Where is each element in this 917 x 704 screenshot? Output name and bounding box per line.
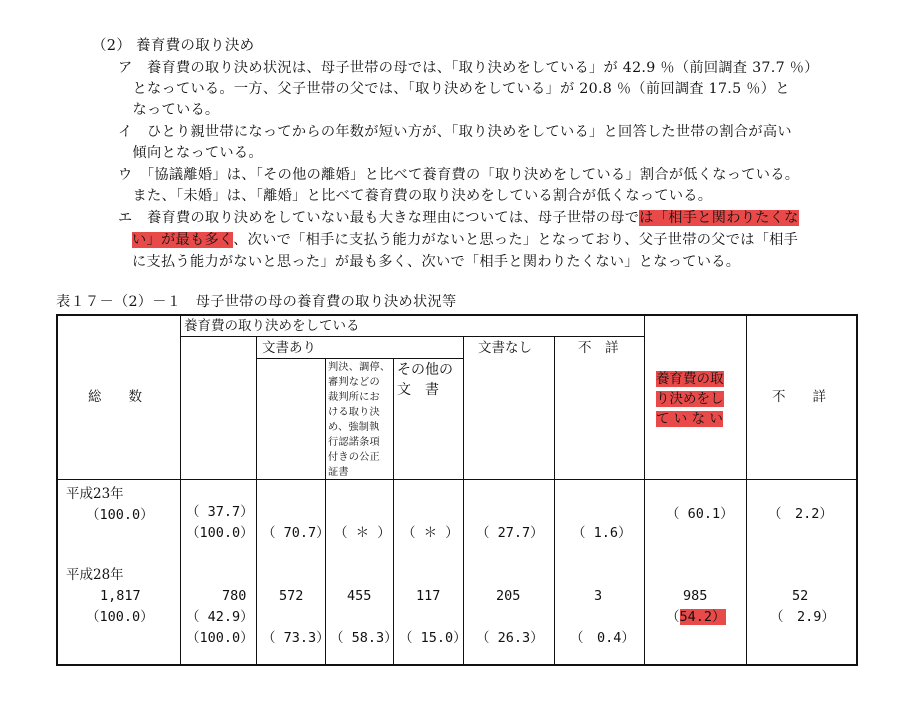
header-other-doc-2: 文 書 [397,382,439,398]
item-i-line-1: イ ひとり親世帯になってからの年数が短い方が、「取り決めをしている」と回答した世帯の割合が高い [118,124,792,140]
row-arranged-count: 780 [222,588,247,604]
row-other-doc-count: 117 [416,588,441,604]
table-caption: 表１７－（2）－１ 母子世帯の母の養育費の取り決め状況等 [56,294,457,310]
not-arranged-line: て い な い [656,411,723,427]
item-a-line-3: なっている。 [118,102,220,118]
header-with-doc: 文書あり [262,340,316,356]
court-doc-line: め、強制執 [328,422,380,433]
highlight-542: 54.2） [679,609,726,625]
court-doc-line: 判決、調停、 [328,362,391,373]
court-doc-line: 審判などの [328,377,380,388]
header-other-doc-1: その他の [397,362,453,378]
row-unknown-count: 52 [792,588,809,604]
header-no-doc: 文書なし [478,340,532,356]
header-line-2 [256,358,463,359]
item-e-line-1 [118,208,799,228]
row-other-doc-pct: （ 15.0） [399,630,467,646]
item-e-line-1-text: エ 養育費の取り決めをしていない最も大きな理由については、母子世帯の母で [118,210,640,226]
row-arranged-pct: （ 42.9） [186,609,254,625]
row-unknown-sub-count: 3 [594,588,603,604]
row-not-arranged-count: 985 [683,588,708,604]
not-arranged-line: り決めをし [656,391,724,407]
col-line-3 [325,358,326,666]
row-not-arranged-pct [666,607,726,627]
header-total: 総 数 [88,389,142,405]
item-e-line-2-text: 、次いで「相手に支払う能力がないと思った」となっており、父子世帯の父では「相手 [233,232,799,248]
row-arranged-pct2: （100.0） [186,525,254,541]
table-border-right [856,314,858,666]
row-unknown-sub-pct: （ 0.4） [570,630,635,646]
col-line-1 [180,314,181,666]
row-arranged-pct: （ 37.7） [186,504,254,520]
row-unknown: （ 2.2） [768,506,833,522]
row-total-pct: （100.0） [86,507,154,523]
row-total-count: 1,817 [100,588,141,604]
row-arranged-pct2: （100.0） [186,630,254,646]
court-doc-line: 証書 [328,467,349,478]
row-no-doc-pct: （ 26.3） [476,630,544,646]
table-border-top [56,314,858,316]
highlight-reason-2: い」が最も多く [132,232,234,248]
row-no-doc-count: 205 [496,588,521,604]
header-line-1 [180,336,644,337]
col-line-5 [463,336,464,666]
row-not-arranged: （ 60.1） [666,506,734,522]
row-year: 平成28年 [66,567,124,583]
row-court-doc-count: 455 [347,588,372,604]
header-separator [56,479,858,480]
col-line-4 [393,358,394,666]
row-unknown-sub: （ 1.6） [572,525,632,541]
table-border-bottom [56,664,858,666]
not-arranged-line: 養育費の取 [656,371,724,387]
row-year: 平成23年 [66,486,124,502]
court-doc-line: 付きの公正 [328,452,380,463]
paren-open: （ [666,609,680,625]
item-e-line-3: に支払う能力がないと思った」が最も多く、次いで「相手と関わりたくない」となっている。 [132,254,741,270]
row-court-doc: （ ＊ ） [334,525,391,541]
highlight-reason-1: は「相手と関わりたくな [639,210,799,226]
row-no-doc: （ 27.7） [476,525,544,541]
item-a-line-2: となっている。一方、父子世帯の父では、「取り決めをしている」が 20.8 ％（前回調査 17.5 ％）と [118,81,790,97]
court-doc-line: 行認諾条項 [328,437,380,448]
col-line-7 [644,314,645,666]
row-other-doc: （ ＊ ） [402,525,459,541]
row-with-doc-pct: （ 73.3） [262,630,330,646]
col-line-6 [554,336,555,666]
header-arranged: 養育費の取り決めをしている [184,318,360,334]
court-doc-line: 裁判所にお [328,392,380,403]
section-heading: （2） 養育費の取り決め [92,38,255,54]
header-unknown-sub: 不 詳 [578,340,619,356]
court-doc-line: ける取り決 [328,407,380,418]
table-border-left [56,314,58,666]
item-i-line-2: 傾向となっている。 [118,145,263,161]
header-unknown: 不 詳 [772,389,826,405]
item-a-line-1: ア 養育費の取り決め状況は、母子世帯の母では、「取り決めをしている」が 42.9 ％（前回調査 37.7 ％） [118,60,819,76]
row-total-pct: （100.0） [86,609,154,625]
col-line-8 [746,314,747,666]
row-unknown-pct: （ 2.9） [770,609,835,625]
col-line-2 [256,336,257,666]
item-u-line-2: また、「未婚」は、「離婚」と比べて養育費の取り決めをしている割合が低くなっている。 [118,188,713,204]
row-court-doc-pct: （ 58.3） [330,630,398,646]
row-with-doc-count: 572 [279,588,304,604]
row-with-doc: （ 70.7） [262,525,330,541]
item-u-line-1: ウ 「協議離婚」は、「その他の離婚」と比べて養育費の「取り決めをしている」割合が低くなっている。 [118,167,800,183]
item-e-line-2 [132,230,798,250]
